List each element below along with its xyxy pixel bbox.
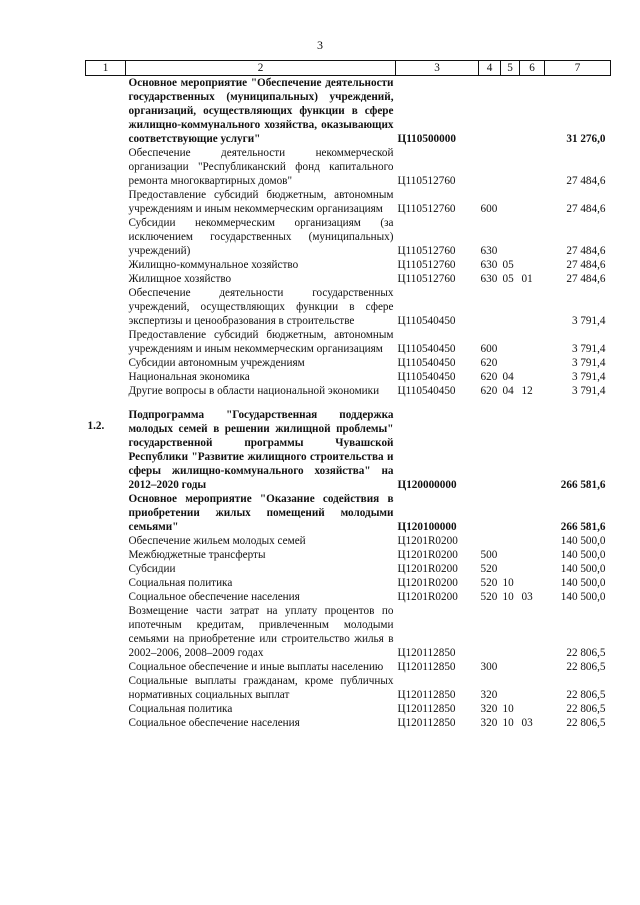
table-row <box>86 216 611 258</box>
target-code: Ц1201R0200 <box>397 577 458 589</box>
table-row <box>86 702 611 716</box>
row-number <box>86 146 126 188</box>
target-code: Ц120112850 <box>397 661 456 673</box>
subsection <box>520 146 545 188</box>
row-amount: 27 484,6 <box>566 245 606 257</box>
section <box>501 674 520 702</box>
target-code: Ц120100000 <box>397 521 457 533</box>
header-row <box>86 61 611 76</box>
expense-type <box>479 604 501 660</box>
section <box>501 188 520 216</box>
row-name: Жилищное хозяйство <box>128 273 232 285</box>
subsection <box>520 702 545 716</box>
row-name: Другие вопросы в области национальной экономики <box>128 385 380 397</box>
row-number <box>86 76 126 147</box>
subsection <box>520 562 545 576</box>
row-amount: 3 791,4 <box>571 385 606 397</box>
row-number <box>86 716 126 730</box>
expense-type: 630 <box>480 245 498 257</box>
expense-type: 320 <box>480 703 498 715</box>
section: 10 <box>502 717 514 729</box>
target-code: Ц120112850 <box>397 689 456 701</box>
row-amount: 3 791,4 <box>571 371 606 383</box>
section: 05 <box>502 259 514 271</box>
table-row <box>86 562 611 576</box>
section <box>501 76 520 147</box>
row-name: Субсидии автономным учреждениям <box>128 357 305 369</box>
expense-type: 620 <box>480 371 498 383</box>
target-code: Ц120112850 <box>397 717 456 729</box>
section <box>501 408 520 492</box>
table-row <box>86 674 611 702</box>
page-number: 3 <box>317 38 323 52</box>
row-amount: 22 806,5 <box>566 717 606 729</box>
row-name: Субсидии <box>128 563 176 575</box>
section: 05 <box>502 273 514 285</box>
expense-type <box>479 408 501 492</box>
row-name: Обеспечение деятельности государственных учреждений, осуществляющих функции в сфере экспертизы и ценообразования в строительстве <box>128 287 394 327</box>
row-name: Национальная экономика <box>128 371 250 383</box>
row-number: 1.2. <box>87 420 105 432</box>
row-amount: 27 484,6 <box>566 175 606 187</box>
subsection <box>520 76 545 147</box>
table-row <box>86 286 611 328</box>
subsection: 12 <box>521 385 533 397</box>
row-amount: 140 500,0 <box>560 535 606 547</box>
row-number <box>86 576 126 590</box>
expense-type <box>479 534 501 548</box>
row-number <box>86 660 126 674</box>
target-code: Ц110540450 <box>397 357 456 369</box>
section <box>501 534 520 548</box>
target-code: Ц120112850 <box>397 647 456 659</box>
row-amount: 22 806,5 <box>566 661 606 673</box>
section <box>501 548 520 562</box>
row-amount: 140 500,0 <box>560 549 606 561</box>
table-row <box>86 384 611 398</box>
expense-type: 520 <box>480 563 498 575</box>
table-row <box>86 356 611 370</box>
column-header-2: 2 <box>126 61 396 76</box>
expense-type: 300 <box>480 661 498 673</box>
table-row <box>86 590 611 604</box>
column-header-7: 7 <box>545 61 611 76</box>
section <box>501 660 520 674</box>
table-row <box>86 548 611 562</box>
row-amount: 266 581,6 <box>560 479 606 491</box>
section <box>501 328 520 356</box>
row-number <box>86 328 126 356</box>
subsection <box>520 408 545 492</box>
row-name: Возмещение части затрат на уплату процентов по ипотечным кредитам, привлеченным молодыми семьями на приобретение или строительство жилья в 2002–2006, 2008–2009 годах <box>128 605 394 659</box>
row-name: Социальные выплаты гражданам, кроме публичных нормативных социальных выплат <box>128 675 394 701</box>
subsection <box>520 660 545 674</box>
row-number <box>86 674 126 702</box>
section: 04 <box>502 371 514 383</box>
target-code: Ц1201R0200 <box>397 591 458 603</box>
expense-type <box>479 492 501 534</box>
row-number <box>86 604 126 660</box>
row-name: Основное мероприятие "Оказание содействия в приобретении жилых помещений молодыми семьями" <box>128 493 394 533</box>
section <box>501 492 520 534</box>
row-amount: 22 806,5 <box>566 703 606 715</box>
target-code: Ц110500000 <box>397 133 456 145</box>
table-row <box>86 660 611 674</box>
row-name: Социальная политика <box>128 703 233 715</box>
row-name: Основное мероприятие "Обеспечение деятельности государственных (муниципальных) учреждений, организаций, осуществляющих функции в сфере жилищно-коммунального хозяйства, оказывающих соответствующие услуги" <box>128 77 394 145</box>
target-code: Ц110512760 <box>397 259 456 271</box>
row-name: Жилищно-коммунальное хозяйство <box>128 259 299 271</box>
subsection <box>520 534 545 548</box>
expense-type: 600 <box>480 343 498 355</box>
row-amount: 27 484,6 <box>566 273 606 285</box>
section <box>501 604 520 660</box>
row-name: Социальное обеспечение и иные выплаты населению <box>128 661 384 673</box>
column-header-5: 5 <box>501 61 520 76</box>
row-amount: 22 806,5 <box>566 689 606 701</box>
row-amount: 22 806,5 <box>566 647 606 659</box>
target-code: Ц1201R0200 <box>397 535 458 547</box>
row-number <box>86 590 126 604</box>
column-header-6: 6 <box>520 61 545 76</box>
expense-type: 520 <box>480 577 498 589</box>
table-row <box>86 258 611 272</box>
row-amount: 3 791,4 <box>571 343 606 355</box>
subsection <box>520 286 545 328</box>
row-amount: 3 791,4 <box>571 357 606 369</box>
table-header <box>86 61 611 76</box>
section <box>501 356 520 370</box>
row-amount: 140 500,0 <box>560 563 606 575</box>
section <box>501 146 520 188</box>
section <box>501 216 520 258</box>
table-row <box>86 604 611 660</box>
section <box>501 286 520 328</box>
target-code: Ц1201R0200 <box>397 563 458 575</box>
table-row <box>86 492 611 534</box>
subsection <box>520 356 545 370</box>
table-row <box>86 408 611 492</box>
target-code: Ц110512760 <box>397 203 456 215</box>
target-code: Ц110512760 <box>397 175 456 187</box>
row-name: Предоставление субсидий бюджетным, автономным учреждениям и иным некоммерческим организациям <box>128 189 394 215</box>
row-number <box>86 188 126 216</box>
target-code: Ц120000000 <box>397 479 457 491</box>
subsection <box>520 492 545 534</box>
row-amount: 140 500,0 <box>560 577 606 589</box>
table-row <box>86 76 611 147</box>
subsection: 03 <box>521 717 533 729</box>
expense-type: 500 <box>480 549 498 561</box>
expense-type <box>479 286 501 328</box>
expense-type: 600 <box>480 203 498 215</box>
row-number <box>86 356 126 370</box>
section: 04 <box>502 385 514 397</box>
section: 10 <box>502 703 514 715</box>
expense-type: 630 <box>480 273 498 285</box>
row-amount: 27 484,6 <box>566 203 606 215</box>
row-name: Обеспечение жильем молодых семей <box>128 535 306 547</box>
subsection: 01 <box>521 273 533 285</box>
table-row <box>86 146 611 188</box>
subsection <box>520 674 545 702</box>
subsection <box>520 328 545 356</box>
column-header-4: 4 <box>479 61 501 76</box>
section: 10 <box>502 577 514 589</box>
table-row <box>86 328 611 356</box>
target-code: Ц110540450 <box>397 343 456 355</box>
row-name: Межбюджетные трансферты <box>128 549 266 561</box>
row-number <box>86 370 126 384</box>
row-amount: 31 276,0 <box>566 133 606 145</box>
subsection: 03 <box>521 591 533 603</box>
row-amount: 3 791,4 <box>571 315 606 327</box>
row-name: Обеспечение деятельности некоммерческой организации "Республиканский фонд капитального ремонта многоквартирных домов" <box>128 147 394 187</box>
subsection <box>520 576 545 590</box>
section <box>501 562 520 576</box>
column-header-3: 3 <box>396 61 479 76</box>
target-code: Ц110512760 <box>397 245 456 257</box>
expense-type <box>479 146 501 188</box>
table-row <box>86 370 611 384</box>
row-number <box>86 534 126 548</box>
row-amount: 27 484,6 <box>566 259 606 271</box>
expense-type: 630 <box>480 259 498 271</box>
row-number <box>86 492 126 534</box>
row-amount: 266 581,6 <box>560 521 606 533</box>
target-code: Ц110540450 <box>397 315 456 327</box>
expense-type: 320 <box>480 689 498 701</box>
expense-type: 620 <box>480 357 498 369</box>
target-code: Ц120112850 <box>397 703 456 715</box>
row-amount: 140 500,0 <box>560 591 606 603</box>
subsection <box>520 548 545 562</box>
target-code: Ц110540450 <box>397 371 456 383</box>
table-row <box>86 188 611 216</box>
row-number <box>86 702 126 716</box>
expense-type: 320 <box>480 717 498 729</box>
row-name: Подпрограмма "Государственная поддержка молодых семей в решении жилищной проблемы" государственной программы Чувашской Республики "Развитие жилищного строительства и сферы жилищно-коммунального хозяйства" на 2012–2020 годы <box>128 409 394 491</box>
expense-type: 620 <box>480 385 498 397</box>
section: 10 <box>502 591 514 603</box>
subsection <box>520 188 545 216</box>
subsection <box>520 370 545 384</box>
row-name: Субсидии некоммерческим организациям (за исключением государственных (муниципальных) учреждений) <box>128 217 394 257</box>
row-number <box>86 216 126 258</box>
target-code: Ц110540450 <box>397 385 456 397</box>
table-row <box>86 576 611 590</box>
budget-table <box>85 60 611 730</box>
table-row <box>86 534 611 548</box>
row-name: Социальное обеспечение населения <box>128 717 300 729</box>
row-number <box>86 286 126 328</box>
row-number <box>86 562 126 576</box>
row-name: Предоставление субсидий бюджетным, автономным учреждениям и иным некоммерческим организациям <box>128 329 394 355</box>
subsection <box>520 604 545 660</box>
row-number <box>86 548 126 562</box>
table-row <box>86 272 611 286</box>
target-code: Ц110512760 <box>397 273 456 285</box>
table-row <box>86 716 611 730</box>
subsection <box>520 216 545 258</box>
table-body <box>86 76 611 731</box>
row-number <box>86 258 126 272</box>
spacer-cell <box>86 398 611 408</box>
row-number <box>86 272 126 286</box>
row-spacer <box>86 398 611 408</box>
row-number <box>86 384 126 398</box>
column-header-1: 1 <box>86 61 126 76</box>
expense-type <box>479 76 501 147</box>
target-code: Ц1201R0200 <box>397 549 458 561</box>
row-name: Социальная политика <box>128 577 233 589</box>
subsection <box>520 258 545 272</box>
expense-type: 520 <box>480 591 498 603</box>
row-name: Социальное обеспечение населения <box>128 591 300 603</box>
